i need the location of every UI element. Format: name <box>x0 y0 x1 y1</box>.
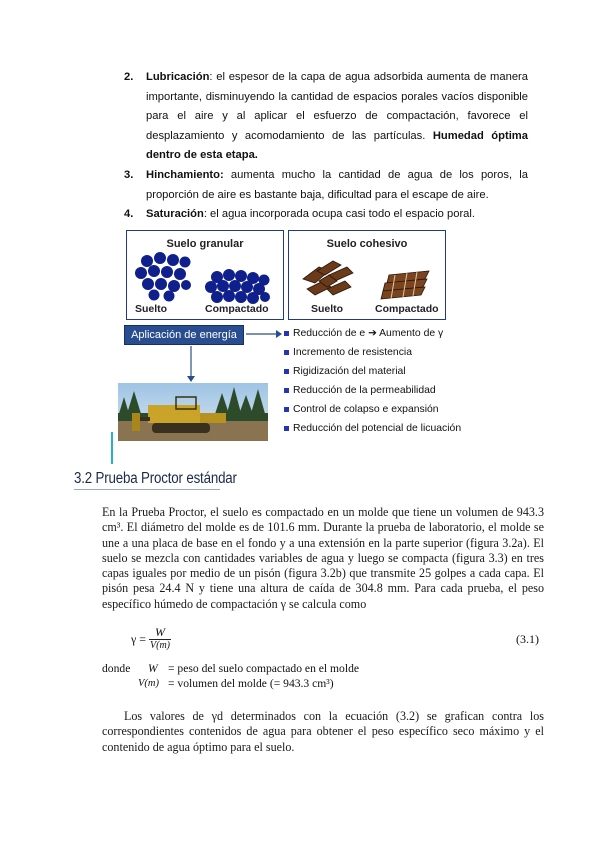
bullet-square-icon <box>284 426 289 431</box>
numbered-list <box>124 68 528 225</box>
compacted-label: Compactado <box>205 303 269 315</box>
list-term: Hinchamiento: <box>146 168 224 181</box>
list-item <box>124 68 528 166</box>
list-text: : el agua incorporada ocupa casi todo el espacio poral. <box>203 208 475 221</box>
effect-item: Reducción de la permeabilidad <box>284 382 461 401</box>
bullet-square-icon <box>284 331 289 336</box>
list-term: Saturación <box>146 208 204 221</box>
list-text: : el espesor de la capa de agua adsorbida aumenta de manera importante, disminuyendo la cantidad de espacios porales vacíos disponible para el aire y al aplicar el esfuerzo de compactación, favorece el desplazamiento y acomodamiento de las partículas. <box>146 71 528 142</box>
effect-item: Reducción de e ➔ Aumento de γ <box>284 325 461 344</box>
definition-text: = volumen del molde (= 943.3 cm³) <box>168 677 334 690</box>
formula-numerator: W <box>155 625 165 639</box>
bullet-square-icon <box>284 369 289 374</box>
definition-symbol: W <box>148 662 158 675</box>
list-number: 2. <box>124 71 134 83</box>
equation-number: (3.1) <box>516 632 539 646</box>
cohesive-soil-panel <box>288 230 446 320</box>
arrow-down-icon <box>186 346 196 382</box>
section-title: 3.2 Prueba Proctor estándar <box>74 470 237 487</box>
body-paragraph: Los valores de γd determinados con la ecuación (3.2) se grafican contra los correspondientes contenidos de agua para obtener el peso específico seco máximo y el contenido de agua óptimo para el suelo. <box>102 709 544 754</box>
formula-lhs: γ = <box>131 632 147 646</box>
panel-title: Suelo granular <box>166 238 244 250</box>
loose-label: Suelto <box>135 303 168 315</box>
list-bold-tail: Humedad óptima dentro de esta etapa. <box>146 129 528 162</box>
effect-item: Incremento de resistencia <box>284 344 461 363</box>
bullet-square-icon <box>284 350 289 355</box>
definition-symbol: V(m) <box>138 678 159 689</box>
formula-denominator: V(m) <box>150 640 170 651</box>
definition-text: = peso del suelo compactado en el molde <box>168 662 360 675</box>
list-number: 4. <box>124 208 134 221</box>
effect-item: Reducción del potencial de licuación <box>284 420 461 439</box>
list-term: Lubricación <box>146 71 210 83</box>
where-word: donde <box>102 662 131 675</box>
bullet-square-icon <box>284 388 289 393</box>
body-paragraph: En la Prueba Proctor, el suelo es compactado en un molde que tiene un volumen de 943.3 cm³. El diámetro del molde es de 101.6 mm. Durante la prueba de laboratorio, el molde se une a una placa de base en el fondo y a una extensión en la parte superior (figura 3.2a). El suelo se mezcla con cantidades variables de agua y luego se compacta (figura 3.3) en tres capas iguales por medio de un pisón (figura 3.2b) que transmite 25 golpes a cada capa. El pisón pesa 24.4 N y tiene una altura de caída de 304.8 mm. Para cada prueba, el peso específico húmedo de compactación γ se calcula como <box>102 505 544 611</box>
bullet-square-icon <box>284 407 289 412</box>
loose-label: Suelto <box>311 303 344 315</box>
list-text: aumenta mucho la cantidad de agua de los poros, la proporción de aire es bastante baja, dificultad para el escape de aire. <box>146 168 528 201</box>
list-number: 3. <box>124 168 134 181</box>
effect-item: Control de colapso e expansión <box>284 401 461 420</box>
granular-soil-panel <box>126 230 284 320</box>
list-item <box>124 205 528 225</box>
compaction-effects-list <box>284 325 461 439</box>
bulldozer-photo <box>118 383 268 441</box>
list-item <box>124 166 528 205</box>
section-underline <box>74 489 220 490</box>
compacted-label: Compactado <box>375 303 439 315</box>
arrow-right-icon <box>246 329 282 339</box>
accent-bar <box>111 432 113 464</box>
panel-title: Suelo cohesivo <box>326 238 408 250</box>
effect-item: Rigidización del material <box>284 363 461 382</box>
energy-application-box: Aplicación de energía <box>124 325 244 345</box>
